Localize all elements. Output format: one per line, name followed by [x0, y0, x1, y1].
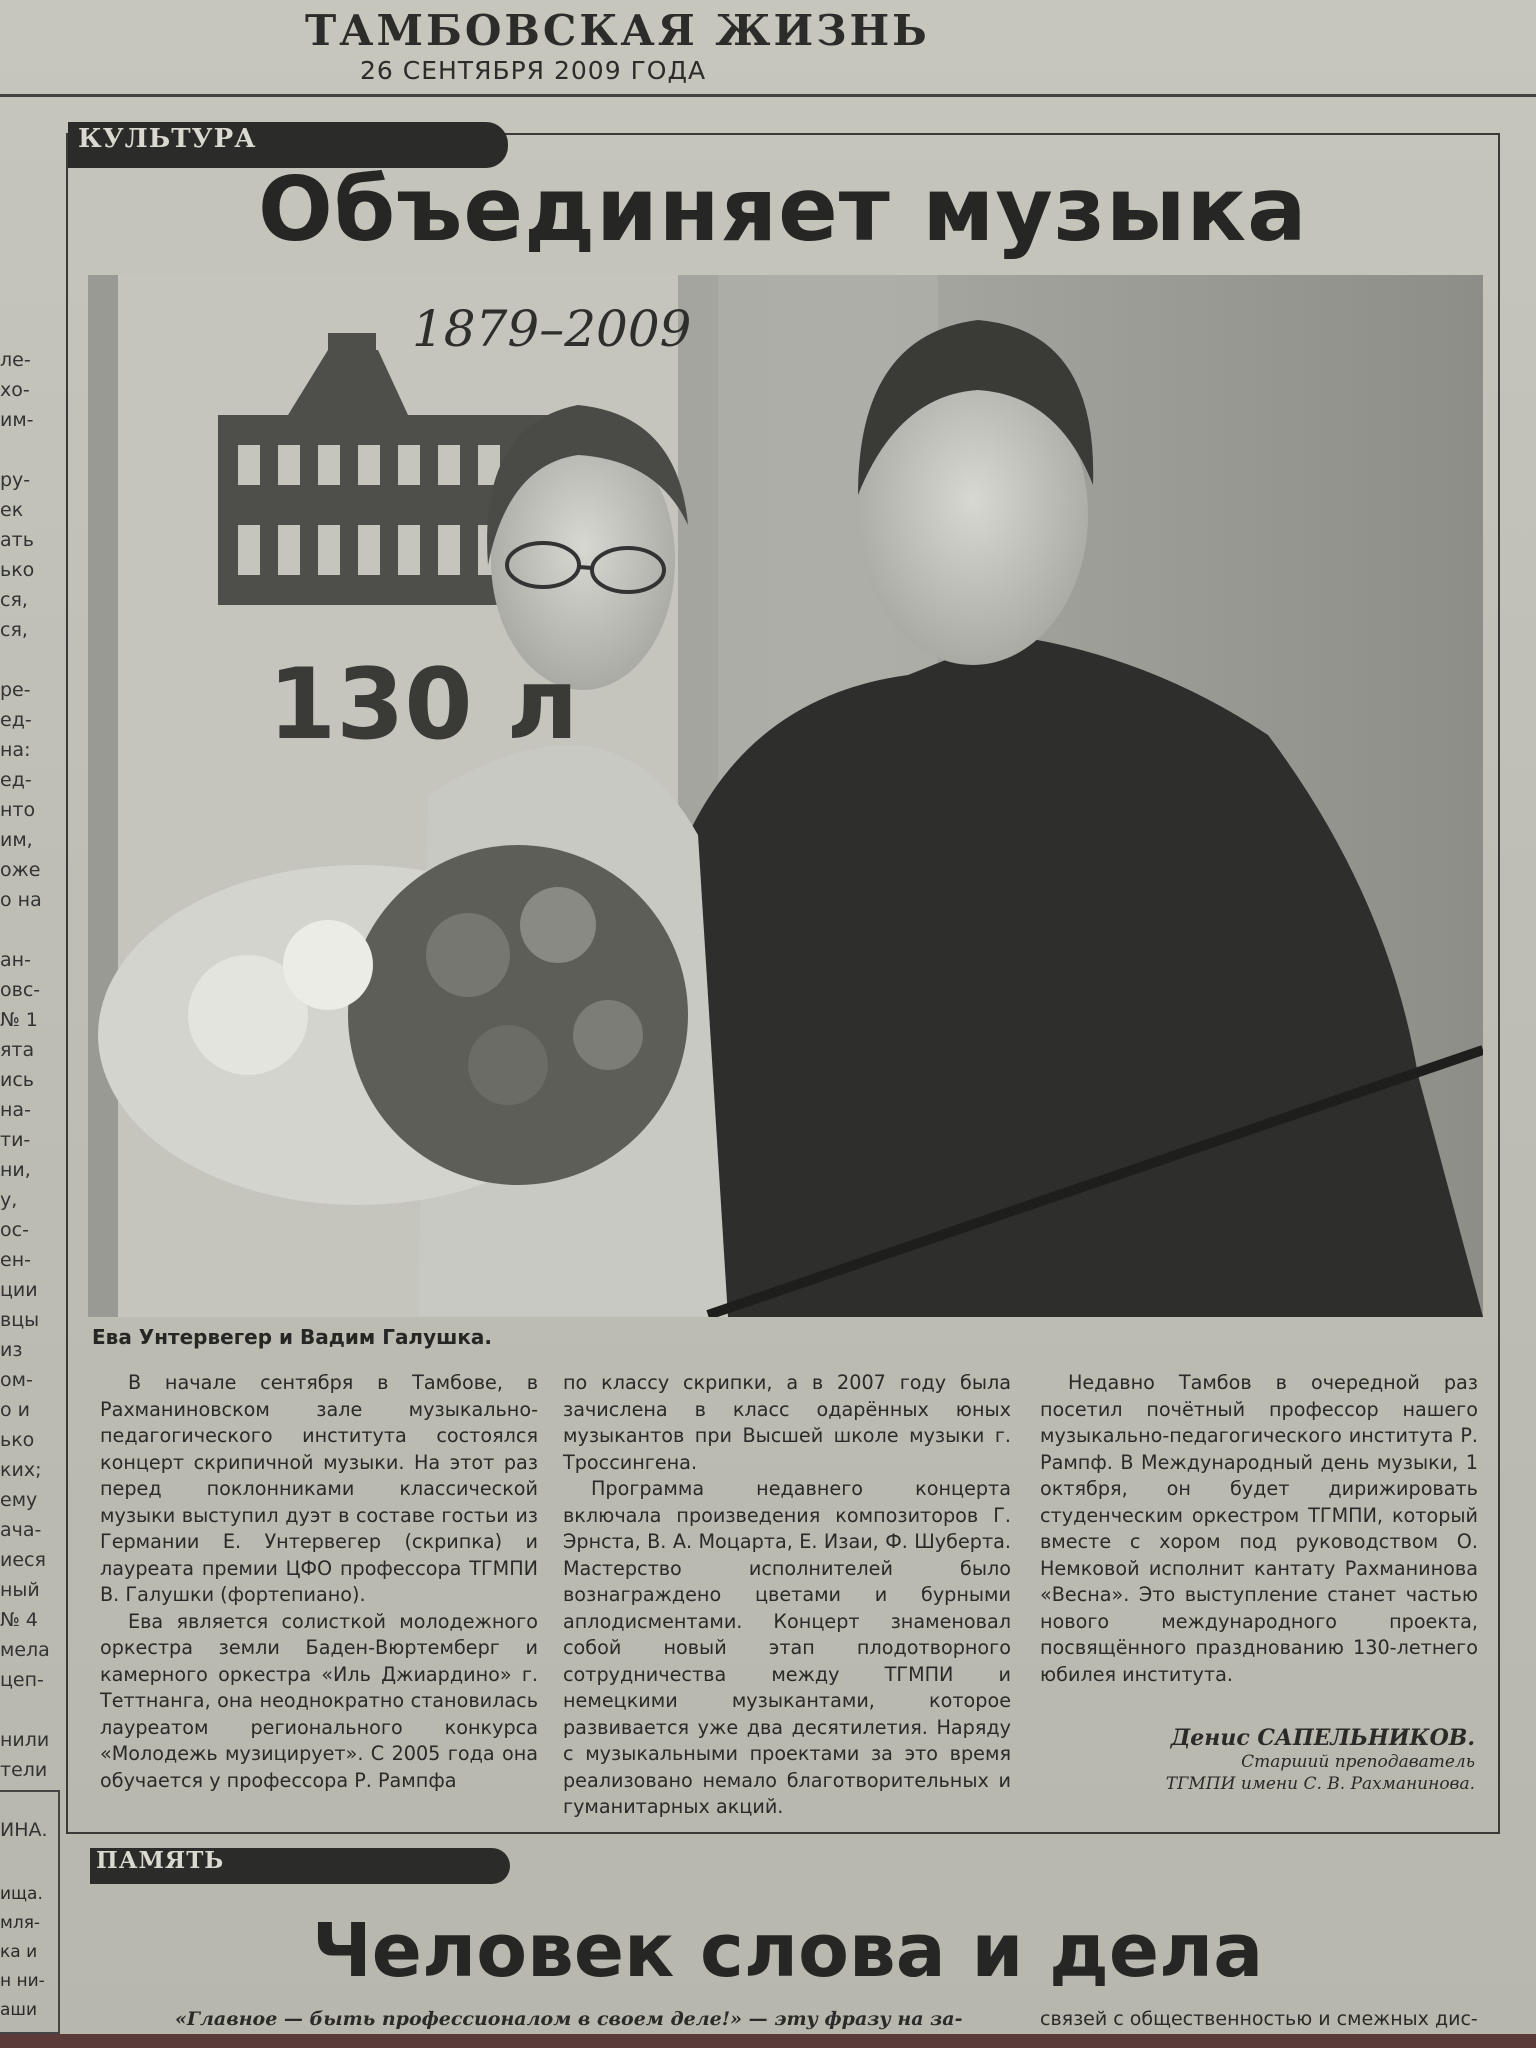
- neighbor-box-line: аши: [0, 2000, 38, 2020]
- paragraph: В начале сентября в Тамбове, в Рахманиновском зале музыкально-педагогического института состоялся концерт скрипичной музыки. На этот раз перед поклонниками классической музыки выступил дуэт в составе гостьи из Германии Е. Унтервегер (скрипка) и лауреата премии ЦФО профессора ТГМПИ В. Галушки (фортепиано).: [100, 1371, 538, 1606]
- neighbor-line: ле-: [0, 349, 31, 371]
- neighbor-line: ен-: [0, 1249, 31, 1271]
- paragraph: по классу скрипки, а в 2007 году была зачислена в класс одарённых юных музыкантов при Высшей школе музыки г. Троссингена.: [563, 1371, 1011, 1474]
- neighbor-line: нто: [0, 799, 36, 821]
- article2-headline: Человек слова и дела: [312, 1908, 1264, 1994]
- neighbor-line: из: [0, 1339, 23, 1361]
- neighbor-line: ан-: [0, 949, 31, 971]
- author-role: Старший преподаватель: [1241, 1752, 1475, 1772]
- neighbor-line: ать: [0, 529, 34, 551]
- neighbor-line: [0, 1695, 62, 1725]
- article-photo: [88, 275, 1483, 1317]
- neighbor-line: у,: [0, 1189, 18, 1211]
- photo-year-stamp: 1879–2009: [412, 300, 692, 358]
- neighbor-line: ед-: [0, 769, 32, 791]
- article2-column-fragment: связей с общественностью и смежных дис-: [1040, 2008, 1478, 2030]
- neighbor-line: ько: [0, 559, 35, 581]
- neighbor-line: ос-: [0, 1219, 29, 1241]
- neighbor-line: ек: [0, 499, 24, 521]
- neighbor-line: [0, 645, 62, 675]
- neighbor-line: ед-: [0, 709, 32, 731]
- neighbor-line: ись: [0, 1069, 34, 1091]
- section-label-2: ПАМЯТЬ: [96, 1847, 225, 1874]
- neighbor-line: тели: [0, 1759, 48, 1781]
- paragraph: Программа недавнего концерта включала произведения композиторов Г. Эрнста, В. А. Моцарта, Е. Изаи, Ф. Шуберта. Мастерство исполнителей было вознаграждено цветами и бурными аплодисментами. Концерт знаменовал собой новый этап плодотворного сотрудничества между ТГМПИ и немецкими музыкантами, которое развивается уже два десятилетия. Наряду с музыкальными проектами за это время реализовано немало благотворительных и гуманитарных акций.: [563, 1477, 1011, 1818]
- section-label: КУЛЬТУРА: [78, 124, 257, 154]
- neighbor-line: оже: [0, 859, 41, 881]
- neighbor-line: на-: [0, 1099, 31, 1121]
- neighbor-line: нили: [0, 1729, 50, 1751]
- neighbor-box-text: [0, 1880, 58, 2025]
- bottom-strip: [0, 2034, 1536, 2048]
- newspaper-title: ТАМБОВСКАЯ ЖИЗНЬ: [305, 6, 930, 55]
- neighbor-line: [0, 915, 62, 945]
- neighbor-line: иеся: [0, 1549, 46, 1571]
- article2-lead-quote: «Главное — быть профессионалом в своем деле!» — эту фразу на за-: [175, 2008, 963, 2030]
- article-column-2: [563, 1370, 1011, 1821]
- neighbor-line: овс-: [0, 979, 41, 1001]
- neighbor-line: ти-: [0, 1129, 31, 1151]
- neighbor-box-line: мля-: [0, 1913, 41, 1933]
- photo-caption: Ева Унтервегер и Вадим Галушка.: [92, 1325, 493, 1349]
- neighbor-line: ких;: [0, 1459, 42, 1481]
- paragraph: Недавно Тамбов в очередной раз посетил почётный профессор нашего музыкально-педагогического института Р. Рампф. В Международный день музыки, 1 октября, он будет дирижировать студенческим оркестром ТГМПИ, который вместе с хором под руководством О. Немковой исполнит кантату Рахманинова «Весна». Это выступление станет частью нового международного проекта, посвящённого празднованию 130-летнего юбилея института.: [1040, 1371, 1478, 1686]
- author-name: Денис САПЕЛЬНИКОВ.: [1170, 1725, 1475, 1751]
- neighbor-box-line: н ни-: [0, 1971, 45, 1991]
- author-signature: [1100, 1725, 1475, 1795]
- neighbor-line: № 4: [0, 1609, 38, 1631]
- neighbor-line: о на: [0, 889, 42, 911]
- author-affiliation: ТГМПИ имени С. В. Рахманинова.: [1165, 1774, 1475, 1794]
- neighbor-line: [0, 435, 62, 465]
- neighbor-line: ему: [0, 1489, 38, 1511]
- photo-anniversary-banner: 130 л: [268, 648, 579, 762]
- neighbor-line: на:: [0, 739, 31, 761]
- photo-illustration: [88, 275, 1483, 1317]
- neighbor-line: им,: [0, 829, 33, 851]
- masthead-rule: [0, 94, 1536, 97]
- neighbor-line: им-: [0, 409, 34, 431]
- neighbor-line: ача-: [0, 1519, 42, 1541]
- neighbor-line: цеп-: [0, 1669, 44, 1691]
- neighbor-column-fragment: [0, 345, 62, 1845]
- neighbor-line: ции: [0, 1279, 38, 1301]
- neighbor-line: ный: [0, 1579, 40, 1601]
- neighbor-line: ся,: [0, 619, 28, 641]
- neighbor-line: ру-: [0, 469, 31, 491]
- neighbor-line: ом-: [0, 1369, 33, 1391]
- neighbor-line: ько: [0, 1429, 35, 1451]
- article-column-3: [1040, 1370, 1478, 1688]
- article-column-1: [100, 1370, 538, 1794]
- neighbor-line: ята: [0, 1039, 35, 1061]
- neighbor-box-line: ка и: [0, 1942, 38, 1962]
- neighbor-line: ИНА.: [0, 1819, 48, 1841]
- article-headline: Объединяет музыка: [258, 158, 1308, 261]
- neighbor-line: о и: [0, 1399, 31, 1421]
- neighbor-line: ся,: [0, 589, 28, 611]
- neighbor-line: ни,: [0, 1159, 31, 1181]
- neighbor-line: мела: [0, 1639, 50, 1661]
- neighbor-line: хо-: [0, 379, 30, 401]
- issue-date: 26 СЕНТЯБРЯ 2009 ГОДА: [360, 56, 707, 85]
- neighbor-line: ре-: [0, 679, 31, 701]
- neighbor-line: вцы: [0, 1309, 40, 1331]
- neighbor-line: № 1: [0, 1009, 38, 1031]
- paragraph: Ева является солисткой молодежного оркестра земли Баден-Вюртемберг и камерного оркестра «Иль Джиардино» г. Теттнанга, она неоднократно становилась лауреатом регионального конкурса «Молодежь музицирует». С 2005 года она обучается у профессора Р. Рампфа: [100, 1609, 538, 1792]
- neighbor-box-line: ища.: [0, 1884, 43, 1904]
